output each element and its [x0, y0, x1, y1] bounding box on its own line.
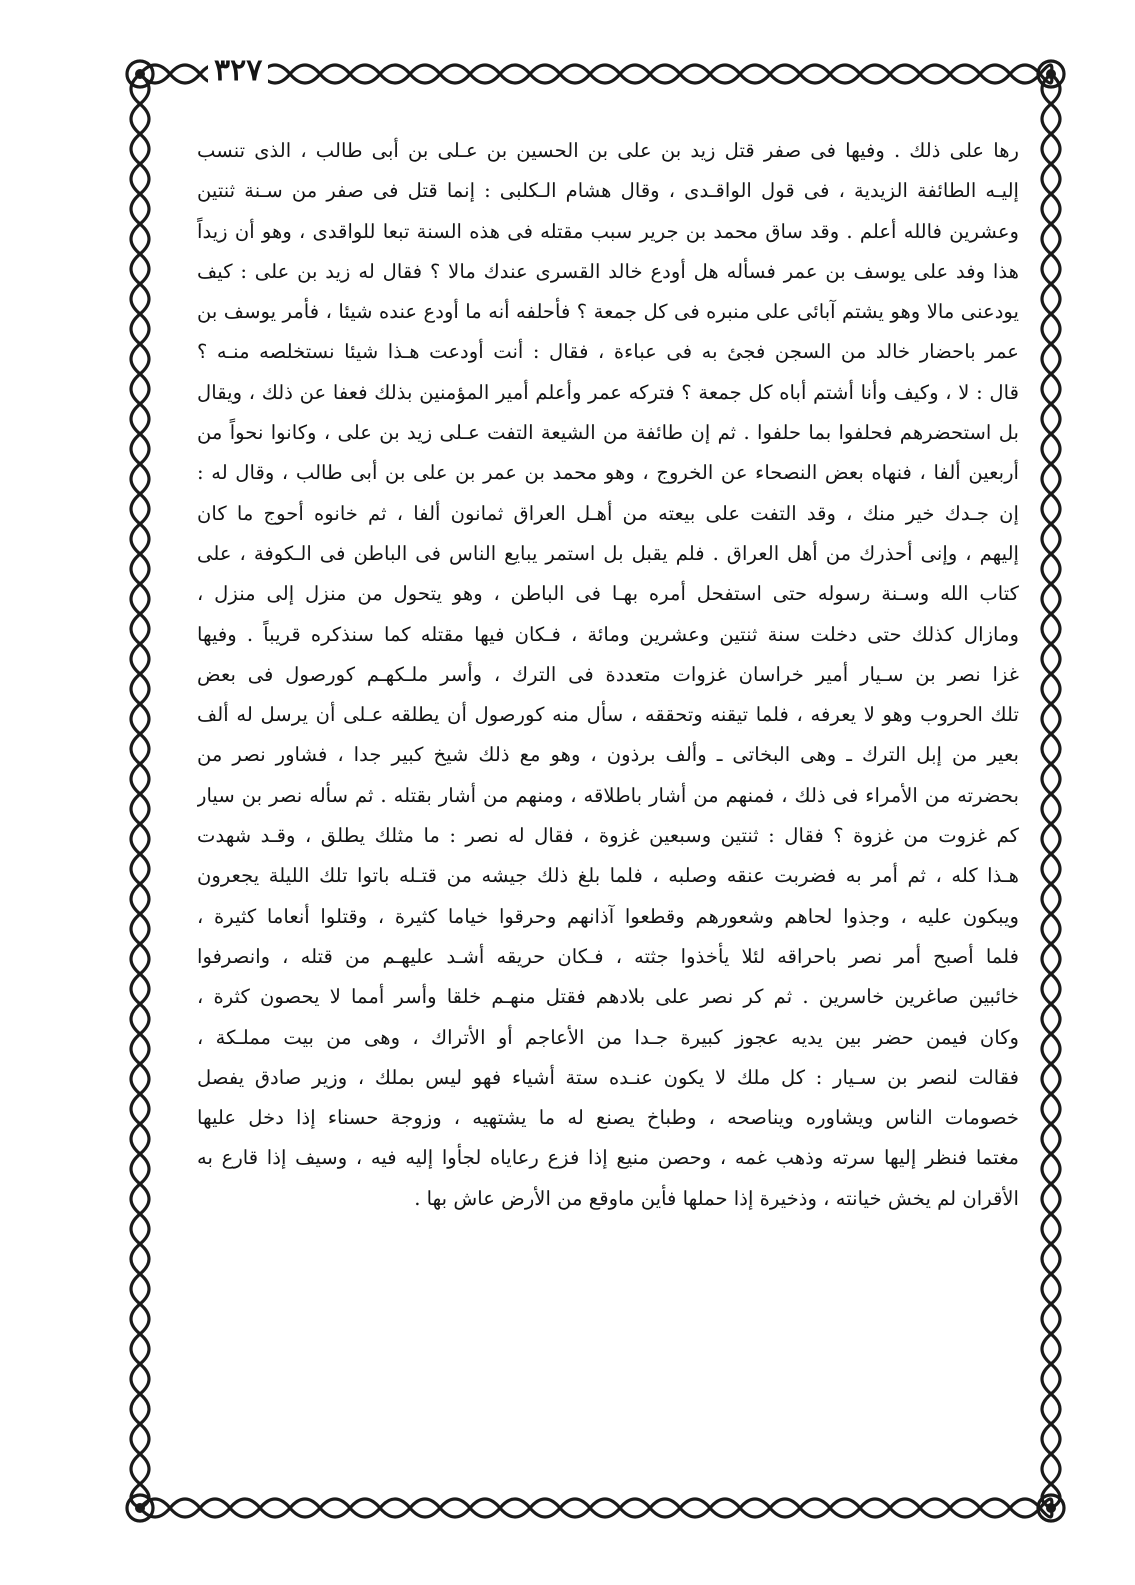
text-line: خائبين صاغرين خاسرين . ثم كر نصر على بلادهم فقتل منهـم خلقا وأسر أمما لا يحصون كثرة ،	[197, 985, 1019, 1009]
text-line: خصومات الناس ويشاوره ويناصحه ، وطباخ يصنع له ما يشتهيه ، وزوجة حسناء إذا دخل عليها	[197, 1106, 1019, 1130]
text-line: فقالت لنصر بن سـيار : كل ملك لا يكون عنـده ستة أشياء فهو ليس بملك ، وزير صادق يفصل	[197, 1065, 1019, 1089]
text-line: إليهم ، وإنى أحذرك من أهل العراق . فلم يقبل بل استمر يبايع الناس فى الباطن فى الـكوفة ، على	[197, 541, 1019, 565]
text-line: فلما أصبح أمر نصر باحراقه لئلا يأخذوا جثته ، فـكان حريقه أشـد عليهـم من قتله ، وانصرفوا	[197, 944, 1019, 968]
text-line: كتاب الله وسـنة رسوله حتى استفحل أمره بهـا فى الباطن ، وهو يتحول من منزل إلى منزل ،	[197, 582, 1019, 606]
text-line: هـذا كله ، ثم أمر به فضربت عنقه وصلبه ، فلما بلغ ذلك جيشه من قتـله باتوا تلك الليلة يجعرون	[197, 864, 1019, 888]
text-line: عمر باحضار خالد من السجن فجئ به فى عباءة ، فقال : أنت أودعت هـذا شيئا نستخلصه منـه ؟	[197, 340, 1019, 364]
text-line: قال : لا ، وكيف وأنا أشتم أباه كل جمعة ؟ فتركه عمر وأعلم أمير المؤمنين بذلك فعفا عن ذلك ، ويقال	[197, 380, 1019, 404]
text-line: غزا نصر بن سـيار أمير خراسان غزوات متعددة فى الترك ، وأسر ملـكهـم كورصول فى بعض	[197, 662, 1019, 686]
text-line: بعير من إبل الترك ـ وهى البخاتى ـ وألف برذون ، وهو مع ذلك شيخ كبير جدا ، فشاور نصر من	[197, 743, 1019, 767]
text-line: هذا وفد على يوسف بن عمر فسأله هل أودع خالد القسرى عندك مالا ؟ فقال له زيد بن على : كيف	[197, 259, 1019, 283]
text-line: ويبكون عليه ، وجذوا لحاهم وشعورهم وقطعوا آذانهم وحرقوا خياما كثيرة ، وقتلوا أنعاما كثيرة ،	[197, 904, 1019, 928]
text-line: وكان فيمن حضر بين يديه عجوز كبيرة جـدا من الأعاجم أو الأتراك ، وهى من بيت مملـكة ،	[197, 1025, 1019, 1049]
text-line: إليـه الطائفة الزيدية ، فى قول الواقـدى ، وقال هشام الـكلبى : إنما قتل فى صفر من سـنة ثنتين	[197, 179, 1019, 203]
text-line: الأقران لم يخش خيانته ، وذخيرة إذا حملها فأين ماوقع من الأرض عاش بها .	[414, 1186, 1019, 1210]
text-line: مغتما فنظر إليها سرته وذهب غمه ، وحصن منيع إذا فزع رعاياه لجأوا إليه فيه ، وسيف إذا قارع به	[197, 1146, 1019, 1170]
text-line: ومازال كذلك حتى دخلت سنة ثنتين وعشرين ومائة ، فـكان فيها مقتله كما سنذكره قريباً . وفيها	[197, 622, 1019, 646]
page-text	[197, 131, 1019, 1219]
text-line: بحضرته من الأمراء فى ذلك ، فمنهم من أشار باطلاقه ، ومنهم من أشار بقتله . ثم سأله نصر بن سيار	[197, 783, 1019, 807]
text-line: أربعين ألفا ، فنهاه بعض النصحاء عن الخروج ، وهو محمد بن عمر بن على بن أبى طالب ، وقال له :	[197, 461, 1019, 485]
text-line: كم غزوت من غزوة ؟ فقال : ثنتين وسبعين غزوة ، فقال له نصر : ما مثلك يطلق ، وقـد شهدت	[197, 824, 1019, 848]
text-line: إن جـدك خير منك ، وقد التفت على بيعته من أهـل العراق ثمانون ألفا ، ثم خانوه أحوج ما كان	[197, 501, 1019, 525]
page-number: ٣٢٧	[208, 56, 268, 86]
text-line: تلك الحروب وهو لا يعرفه ، فلما تيقنه وتحققه ، سأل منه كورصول أن يطلقه عـلى أن يرسل له ألف	[197, 703, 1019, 727]
text-line: يودعنى مالا وهو يشتم آبائى على منبره فى كل جمعة ؟ فأحلفه أنه ما أودع عنده شيئا ، فأمر يوسف بن	[197, 300, 1019, 324]
text-line: بل استحضرهم فحلفوا بما حلفوا . ثم إن طائفة من الشيعة التفت عـلى زيد بن على ، وكانوا نحواً من	[197, 421, 1019, 445]
text-line: رها على ذلك . وفيها فى صفر قتل زيد بن على بن الحسين بن عـلى بن أبى طالب ، الذى تنسب	[197, 139, 1019, 162]
text-line: وعشرين فالله أعلم . وقد ساق محمد بن جرير سبب مقتله فى هذه السنة تبعا للواقدى ، وهو أن زيداً	[197, 219, 1019, 243]
